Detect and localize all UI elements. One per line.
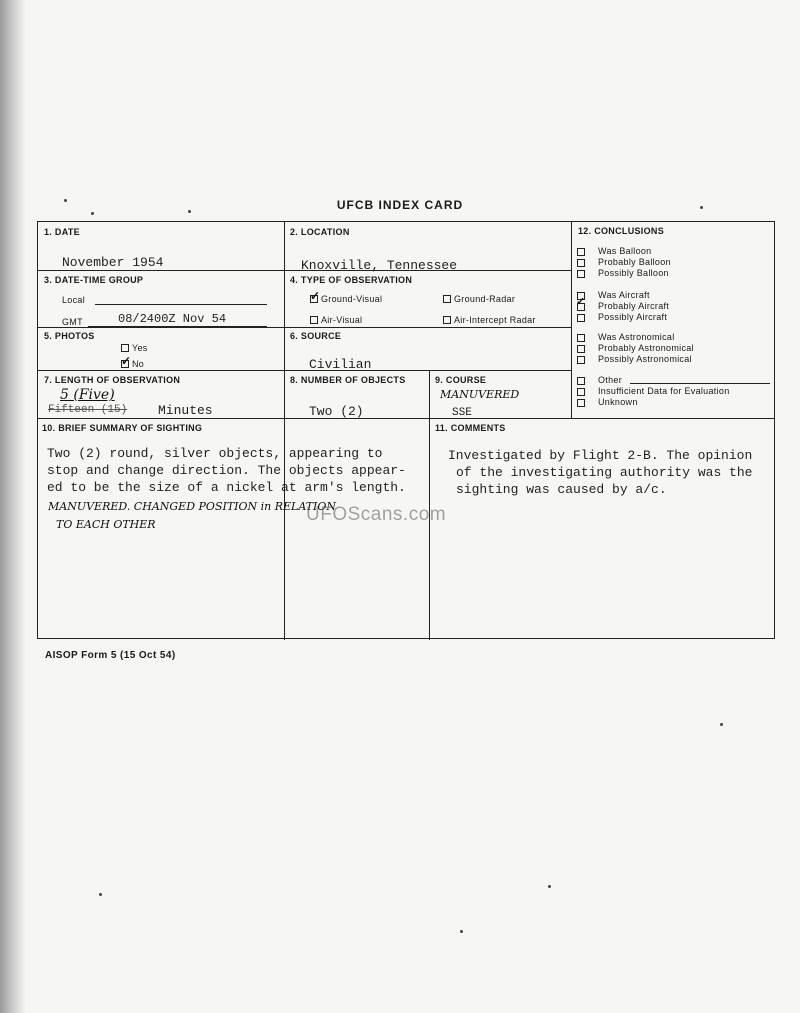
check-mark-icon: ✓	[121, 354, 132, 368]
conclusion-checkbox[interactable]	[577, 388, 585, 396]
location-label: 2. LOCATION	[290, 227, 350, 237]
check-mark-icon: ✓	[576, 296, 586, 308]
conclusion-checkbox[interactable]	[577, 334, 585, 342]
photos-yes-label: Yes	[132, 343, 148, 353]
datetime-label: 3. DATE-TIME GROUP	[44, 275, 144, 285]
length-label: 7. LENGTH OF OBSERVATION	[44, 375, 181, 385]
source-value: Civilian	[309, 357, 372, 372]
other-blank	[630, 383, 770, 384]
scan-speck	[548, 885, 551, 888]
air-visual-label: Air-Visual	[321, 315, 363, 325]
scan-speck	[188, 210, 191, 213]
num-objects-value: Two (2)	[309, 404, 364, 419]
source-label: 6. SOURCE	[290, 331, 342, 341]
comments-line: of the investigating authority was the	[456, 465, 753, 480]
summary-handwritten: TO EACH OTHER	[56, 518, 156, 531]
conclusion-label: Possibly Balloon	[598, 268, 669, 278]
gmt-label: GMT	[62, 317, 83, 327]
summary-line: Two (2) round, silver objects, appearing to	[47, 446, 383, 461]
scan-speck	[99, 893, 102, 896]
conclusion-label: Insufficient Data for Evaluation	[598, 386, 730, 396]
air-visual-checkbox[interactable]	[310, 316, 318, 324]
divider	[38, 370, 571, 371]
conclusion-checkbox[interactable]	[577, 356, 585, 364]
conclusion-label: Possibly Astronomical	[598, 354, 692, 364]
course-value: SSE	[452, 407, 472, 419]
conclusion-checkbox[interactable]	[577, 248, 585, 256]
conclusion-checkbox[interactable]	[577, 345, 585, 353]
summary-label: 10. BRIEF SUMMARY OF SIGHTING	[42, 423, 203, 433]
divider	[284, 222, 285, 640]
conclusion-label: Was Balloon	[598, 246, 652, 256]
conclusion-label: Was Astronomical	[598, 332, 675, 342]
scan-edge-shadow	[0, 0, 26, 1013]
conclusion-label: Possibly Aircraft	[598, 312, 668, 322]
conclusion-label: Other	[598, 375, 623, 385]
conclusion-label: Was Aircraft	[598, 290, 650, 300]
check-mark-icon: ✓	[310, 289, 321, 303]
course-label: 9. COURSE	[435, 375, 487, 385]
divider	[38, 418, 775, 419]
conclusion-checkbox[interactable]	[577, 314, 585, 322]
comments-line: Investigated by Flight 2-B. The opinion	[448, 448, 753, 463]
summary-line: stop and change direction. The objects appear-	[47, 463, 406, 478]
ground-radar-label: Ground-Radar	[454, 294, 516, 304]
divider	[571, 222, 572, 418]
length-handwritten: 5 (Five)	[60, 387, 115, 403]
air-intercept-radar-checkbox[interactable]	[443, 316, 451, 324]
conclusion-label: Probably Aircraft	[598, 301, 670, 311]
conclusions-label: 12. CONCLUSIONS	[578, 226, 665, 236]
conclusion-checkbox[interactable]	[577, 270, 585, 278]
conclusion-label: Unknown	[598, 397, 638, 407]
location-value: Knoxville, Tennessee	[301, 258, 458, 273]
conclusion-label: Probably Balloon	[598, 257, 671, 267]
course-handwritten: MANUVERED	[440, 388, 520, 401]
conclusion-checkbox[interactable]	[577, 399, 585, 407]
date-label: 1. DATE	[44, 227, 80, 237]
ground-radar-checkbox[interactable]	[443, 295, 451, 303]
num-objects-label: 8. NUMBER OF OBJECTS	[290, 375, 406, 385]
photos-no-label: No	[132, 359, 145, 369]
scan-speck	[460, 930, 463, 933]
summary-line: ed to be the size of a nickel at arm's length.	[47, 480, 406, 495]
photos-label: 5. PHOTOS	[44, 331, 95, 341]
card-title: UFCB INDEX CARD	[336, 198, 464, 212]
comments-line: sighting was caused by a/c.	[456, 482, 667, 497]
gmt-blank	[88, 326, 267, 327]
scan-speck	[91, 212, 94, 215]
length-crossed-out: Fifteen (15)	[48, 404, 128, 416]
observation-type-label: 4. TYPE OF OBSERVATION	[290, 275, 413, 285]
length-unit: Minutes	[158, 403, 213, 418]
scan-speck	[64, 199, 67, 202]
air-intercept-radar-label: Air-Intercept Radar	[454, 315, 536, 325]
date-value: November 1954	[62, 255, 164, 270]
gmt-value: 08/2400Z Nov 54	[118, 312, 227, 326]
local-blank	[95, 304, 267, 305]
local-label: Local	[62, 295, 86, 305]
conclusion-checkbox[interactable]	[577, 259, 585, 267]
scan-speck	[720, 723, 723, 726]
ground-visual-label: Ground-Visual	[321, 294, 383, 304]
conclusion-checkbox[interactable]	[577, 377, 585, 385]
scan-speck	[700, 206, 703, 209]
photos-yes-checkbox[interactable]	[121, 344, 129, 352]
watermark: UFOScans.com	[306, 504, 447, 525]
summary-handwritten: MANUVERED. CHANGED POSITION in RELATION	[48, 500, 337, 513]
divider	[38, 327, 571, 328]
form-id: AISOP Form 5 (15 Oct 54)	[45, 650, 176, 661]
index-card	[37, 221, 775, 639]
conclusion-label: Probably Astronomical	[598, 343, 694, 353]
comments-label: 11. COMMENTS	[435, 423, 506, 433]
